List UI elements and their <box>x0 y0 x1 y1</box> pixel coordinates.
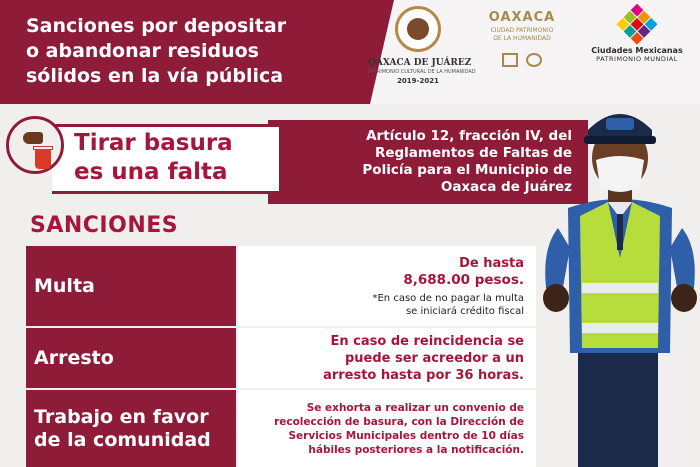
cup-icon <box>35 149 51 169</box>
logo-subtitle-line: DE LA HUMANIDAD <box>493 35 551 42</box>
officer-tie <box>617 214 623 250</box>
fine-note-line: *En caso de no pagar la multa <box>372 292 524 304</box>
sanction-value <box>238 328 536 388</box>
sanction-value-line: Se exhorta a realizar un convenio de <box>306 401 524 414</box>
title-line: o abandonar residuos <box>26 40 259 62</box>
warning-line: Tirar basura <box>74 130 233 156</box>
sanction-value <box>238 246 536 326</box>
sanction-value-line: recolección de basura, con la Dirección de <box>274 415 524 428</box>
sanction-value-line: De hasta <box>459 255 524 271</box>
sanction-label <box>26 390 236 467</box>
officer-right-arm <box>670 228 695 293</box>
sanctions-heading: SANCIONES <box>30 213 179 238</box>
logo-subtitle: PATRIMONIO MUNDIAL <box>596 55 678 63</box>
sanction-row-fine <box>26 246 536 326</box>
municipal-seal-icon <box>395 6 441 52</box>
sanction-label-line: de la comunidad <box>34 428 211 451</box>
police-officer-illustration <box>540 98 700 467</box>
sanction-value-line: arresto hasta por 36 horas. <box>323 367 524 383</box>
article-line: Artículo 12, fracción IV, del <box>366 128 572 144</box>
title-line: sólidos en la vía pública <box>26 65 284 87</box>
logo-subtitle-line: CIUDAD PATRIMONIO <box>490 27 554 34</box>
sanction-row-arrest <box>26 328 536 388</box>
page-title <box>26 14 346 89</box>
logo-years: 2019-2021 <box>397 77 439 85</box>
logo-subtitle: PATRIMONIO CULTURAL DE LA HUMANIDAD <box>368 69 476 75</box>
sanction-value-line: En caso de reincidencia se <box>330 333 524 349</box>
article-line: Policía para el Municipio de <box>362 162 572 178</box>
header <box>0 0 700 104</box>
article-line: Reglamentos de Faltas de <box>374 145 572 161</box>
vest-reflective-stripe <box>582 283 658 293</box>
article-reference <box>282 128 572 196</box>
face-mask-icon <box>596 156 644 192</box>
sanction-label: Multa <box>26 246 236 326</box>
littering-icon <box>6 116 64 174</box>
heritage-icons <box>472 53 572 67</box>
unesco-icon <box>502 53 518 67</box>
cap-visor <box>584 136 656 144</box>
oaxaca-de-juarez-logo <box>368 6 476 96</box>
logo-name: OAXACA <box>488 10 556 25</box>
fine-amount: 8,688.00 pesos. <box>403 271 524 288</box>
officer-left-arm <box>545 228 570 293</box>
sanction-label-line: Trabajo en favor <box>34 405 209 428</box>
sanction-value <box>238 390 536 467</box>
cap-badge-icon <box>606 118 634 130</box>
hand-icon <box>23 132 43 144</box>
sanction-value-line: puede ser acreedor a un <box>344 350 524 366</box>
warning-line: es una falta <box>74 159 228 185</box>
sanction-value-line: Servicios Municipales dentro de 10 días <box>288 429 524 442</box>
officer-left-hand <box>543 284 569 312</box>
sanction-value-line: hábiles posteriores a la notificación. <box>308 443 524 456</box>
title-banner <box>0 0 370 104</box>
logo-name: OAXACA DE JUÁREZ <box>368 58 472 68</box>
ciudades-mexicanas-mark-icon <box>616 4 658 46</box>
ciudades-mexicanas-logo <box>580 10 694 63</box>
title-line: Sanciones por depositar <box>26 15 287 37</box>
sanction-row-community-work <box>26 390 536 467</box>
officer-legs <box>578 348 658 467</box>
fine-note-line: se iniciará crédito fiscal <box>405 305 524 317</box>
article-line: Oaxaca de Juárez <box>440 179 572 195</box>
vest-reflective-stripe <box>582 323 658 333</box>
warning-heading <box>74 129 233 187</box>
world-heritage-icon <box>526 53 542 67</box>
fine-note <box>238 292 524 318</box>
officer-right-hand <box>671 284 697 312</box>
sanction-label: Arresto <box>26 328 236 388</box>
logo-subtitle <box>472 27 572 43</box>
logo-name: Ciudades Mexicanas <box>591 46 683 55</box>
oaxaca-logo <box>472 10 572 67</box>
